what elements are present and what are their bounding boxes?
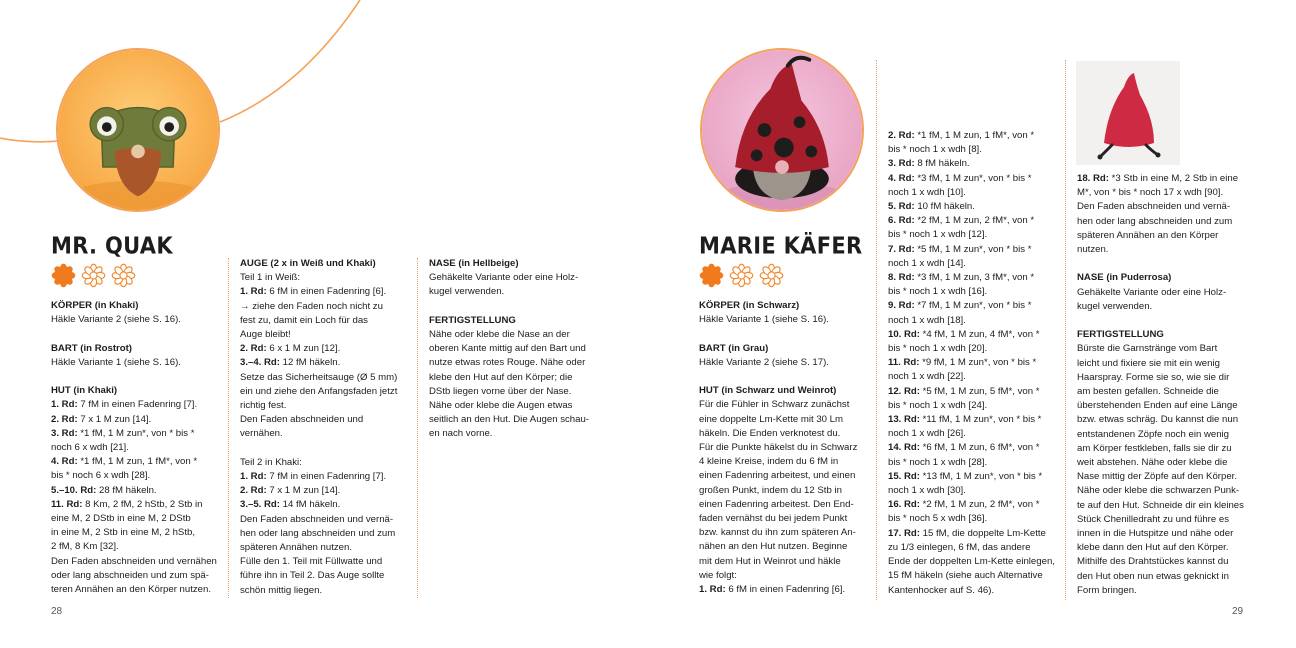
instruction-line: Haarspray. Forme sie so, wie sie dir bbox=[1077, 371, 1230, 383]
round-text: *3 fM, 1 M zun*, von * bis * bbox=[914, 172, 1032, 184]
instruction-line: späteren Annähen an den Körper bbox=[1077, 229, 1219, 241]
instruction-line: späteren Annähen nutzen. bbox=[240, 542, 353, 554]
round-text: *3 Stb in eine M, 2 Stb in eine bbox=[1109, 173, 1239, 184]
instruction-line: Kantenhocker auf S. 46). bbox=[888, 584, 995, 596]
instruction-line: Stück Chenilledraht zu und führe es bbox=[1077, 513, 1229, 525]
round-text: 8 Km, 2 fM, 2 hStb, 2 Stb in bbox=[82, 498, 203, 510]
round-instruction bbox=[888, 129, 1060, 143]
instruction-line: Form bringen. bbox=[1077, 584, 1137, 596]
round-text: *4 fM, 1 M zun, 4 fM*, von * bbox=[920, 328, 1040, 340]
round-instruction bbox=[51, 398, 223, 412]
round-text: *7 fM, 1 M zun*, von * bis * bbox=[914, 300, 1032, 312]
section-heading: BART (in Rostrot) bbox=[51, 342, 132, 354]
instruction-line: bis * noch 6 x wdh [28]. bbox=[51, 470, 151, 482]
difficulty-rating bbox=[699, 263, 784, 288]
instruction-line: 15 fM häkeln (siehe auch Alternative bbox=[888, 570, 1043, 582]
instruction-line: 2 fM, 8 Km [32]. bbox=[51, 541, 119, 553]
round-text: *3 fM, 1 M zun, 3 fM*, von * bbox=[914, 272, 1035, 284]
round-text: 7 fM in einen Fadenring [7]. bbox=[77, 399, 198, 411]
page-number: 29 bbox=[1232, 606, 1244, 617]
round-instruction bbox=[888, 243, 1060, 257]
instruction-line: bis * noch 1 x wdh [24]. bbox=[888, 399, 988, 411]
instruction-line: einen Fadenring arbeitest, und einen bbox=[699, 470, 856, 482]
instruction-line: schön mittig liegen. bbox=[240, 584, 323, 596]
instruction-line: zu 1/3 einlegen, 6 fM, das andere bbox=[888, 541, 1031, 553]
round-instruction bbox=[888, 328, 1060, 342]
round-label: 17. Rd: bbox=[888, 527, 920, 539]
round-instruction bbox=[240, 342, 412, 356]
instruction-line: fest zu, damit ein Loch für das bbox=[240, 314, 368, 326]
line-gap bbox=[429, 300, 601, 314]
round-text: 28 fM häkeln. bbox=[96, 484, 157, 496]
instruction-line: Fülle den 1. Teil mit Füllwatte und bbox=[240, 556, 383, 568]
instruction-line: am Körper festkleben, falls sie dir zu bbox=[1077, 442, 1232, 454]
instruction-line: richtig fest. bbox=[240, 400, 287, 412]
round-text: 6 fM in einen Fadenring [6]. bbox=[725, 584, 846, 596]
instruction-line: kugel verwenden. bbox=[1077, 300, 1153, 312]
round-text: *1 fM, 1 M zun, 1 fM*, von * bbox=[77, 456, 198, 468]
instruction-line: noch 6 x wdh [21]. bbox=[51, 442, 129, 453]
instruction-line: Den Faden abschneiden und bbox=[240, 414, 364, 426]
round-instruction bbox=[51, 455, 223, 469]
round-label: 8. Rd: bbox=[888, 272, 915, 284]
round-instruction bbox=[888, 214, 1060, 228]
flower-outline-icon bbox=[759, 263, 784, 288]
round-label: 12. Rd: bbox=[888, 385, 920, 397]
instruction-line: noch 1 x wdh [30]. bbox=[888, 485, 966, 497]
instruction-line: mit dem Hut in Weinrot und häkle bbox=[699, 555, 841, 567]
round-text: 15 fM, die doppelte Lm-Kette bbox=[920, 527, 1046, 539]
round-instruction bbox=[51, 498, 223, 512]
section-heading: FERTIGSTELLUNG bbox=[429, 314, 516, 326]
instruction-line: oberen Kante mittig auf den Bart und bbox=[429, 343, 586, 355]
instruction-line: häkeln. Die Enden verknotest du. bbox=[699, 427, 841, 439]
flower-filled-icon bbox=[51, 263, 76, 288]
round-label: 4. Rd: bbox=[51, 456, 78, 468]
round-text: 8 fM häkeln. bbox=[914, 158, 970, 170]
instruction-line: überstehenden Enden auf eine Länge bbox=[1077, 400, 1238, 412]
section-heading: NASE (in Puderrosa) bbox=[1077, 272, 1172, 284]
round-text: 6 x 1 M zun [12]. bbox=[266, 343, 341, 355]
instruction-line: hen oder lang abschneiden und zum bbox=[1077, 215, 1233, 227]
instruction-line: bis * noch 1 x wdh [28]. bbox=[888, 456, 988, 468]
round-instruction bbox=[51, 427, 223, 441]
line-gap bbox=[699, 370, 871, 384]
round-instruction bbox=[699, 583, 871, 597]
instruction-line: Auge bleibt! bbox=[240, 329, 291, 341]
instruction-line: Den Faden abschneiden und vernä- bbox=[240, 513, 394, 525]
instruction-line: vernähen. bbox=[240, 428, 283, 440]
column-divider bbox=[228, 258, 229, 598]
round-label: 11. Rd: bbox=[51, 498, 83, 510]
instruction-line: Den Faden abschneiden und vernähen bbox=[51, 555, 217, 567]
instruction-line: Den Faden abschneiden und vernä- bbox=[1077, 201, 1231, 213]
section-heading: AUGE (2 x in Weiß und Khaki) bbox=[240, 258, 376, 269]
instruction-line: am besten gefallen. Schneide die bbox=[1077, 386, 1219, 398]
round-label: 5. Rd: bbox=[888, 201, 915, 213]
round-label: 1. Rd: bbox=[240, 471, 267, 483]
frog-photo bbox=[56, 48, 220, 212]
instruction-line: eine M, 2 DStb in eine M, 2 DStb bbox=[51, 513, 191, 525]
section-heading: KÖRPER (in Schwarz) bbox=[699, 300, 800, 311]
round-label: 9. Rd: bbox=[888, 300, 915, 312]
instruction-line: faden vernähst du bei jedem Punkt bbox=[699, 513, 848, 525]
round-instruction bbox=[888, 299, 1060, 313]
round-text: *5 fM, 1 M zun, 5 fM*, von * bbox=[920, 385, 1040, 397]
instruction-line: bis * noch 1 x wdh [16]. bbox=[888, 286, 988, 298]
round-text: *6 fM, 1 M zun, 6 fM*, von * bbox=[920, 442, 1040, 454]
round-label: 14. Rd: bbox=[888, 442, 920, 454]
round-label: 2. Rd: bbox=[888, 130, 915, 141]
round-label: 2. Rd: bbox=[51, 413, 78, 425]
instruction-line: bzw. kannst du ihn zum späteren An- bbox=[699, 527, 856, 539]
instruction-line: einen Fadenring arbeitest. Den End- bbox=[699, 498, 854, 510]
round-label: 11. Rd: bbox=[888, 357, 920, 369]
round-text: *13 fM, 1 M zun*, von * bis * bbox=[920, 470, 1043, 482]
instruction-line: ein und ziehe den Anfangsfaden jetzt bbox=[240, 385, 398, 397]
instruction-line: bis * noch 1 x wdh [8]. bbox=[888, 144, 982, 156]
instruction-line: nutzen. bbox=[1077, 244, 1109, 256]
instruction-line: Mithilfe des Drahtstückes kannst du bbox=[1077, 556, 1229, 568]
instructions-column-3 bbox=[429, 257, 601, 442]
instruction-line: Bürste die Garnstränge vom Bart bbox=[1077, 343, 1218, 355]
instruction-line: innen in die Hutspitze und nähe oder bbox=[1077, 528, 1234, 540]
line-gap bbox=[51, 327, 223, 341]
round-text: *9 fM, 1 M zun*, von * bis * bbox=[919, 357, 1037, 369]
instruction-line: weit abstehen. Nähe oder klebe die bbox=[1077, 457, 1228, 469]
instruction-line: M*, von * bis * noch 17 x wdh [90]. bbox=[1077, 187, 1224, 199]
instruction-line: teren Annähen an den Körper nutzen. bbox=[51, 584, 212, 596]
round-label: 3. Rd: bbox=[888, 158, 915, 170]
instruction-line: Ende der doppelten Lm-Kette einlegen, bbox=[888, 556, 1055, 568]
round-text: 6 fM in einen Fadenring [6]. bbox=[266, 286, 387, 298]
flower-outline-icon bbox=[111, 263, 136, 288]
instructions-column-2 bbox=[240, 257, 412, 598]
instruction-line: klebe den Hut auf den Körper; die bbox=[429, 371, 573, 383]
round-instruction bbox=[888, 527, 1060, 541]
instruction-line: Häkle Variante 1 (siehe S. 16). bbox=[699, 314, 829, 326]
instruction-line: leicht und fixiere sie mit ein wenig bbox=[1077, 357, 1220, 369]
line-gap bbox=[699, 327, 871, 341]
ladybug-gnome-photo bbox=[700, 48, 864, 212]
round-text: *1 fM, 1 M zun*, von * bis * bbox=[77, 427, 195, 439]
section-heading: KÖRPER (in Khaki) bbox=[51, 300, 139, 311]
column-divider bbox=[876, 60, 877, 600]
instruction-line: oder lang abschneiden und zum spä- bbox=[51, 569, 209, 581]
instruction-line: noch 1 x wdh [14]. bbox=[888, 257, 966, 269]
round-instruction bbox=[240, 285, 412, 299]
instruction-line: Nähe oder klebe die Augen etwas bbox=[429, 400, 573, 412]
instruction-line: entstandenen Zöpfe noch ein wenig bbox=[1077, 428, 1230, 440]
round-label: 13. Rd: bbox=[888, 414, 920, 426]
round-instruction bbox=[888, 200, 1060, 214]
round-label: 2. Rd: bbox=[240, 343, 267, 355]
round-text: 7 x 1 M zun [14]. bbox=[77, 413, 152, 425]
round-label: 3.–5. Rd: bbox=[240, 499, 280, 511]
instruction-line: bis * noch 1 x wdh [20]. bbox=[888, 343, 988, 355]
instruction-line: noch 1 x wdh [26]. bbox=[888, 428, 966, 440]
instruction-line: kugel verwenden. bbox=[429, 286, 505, 298]
flower-filled-icon bbox=[699, 263, 724, 288]
round-label: 1. Rd: bbox=[240, 286, 267, 298]
instruction-line: bis * noch 1 x wdh [12]. bbox=[888, 229, 988, 241]
round-text: *2 fM, 1 M zun, 2 fM*, von * bbox=[920, 499, 1040, 511]
instructions-column-1 bbox=[699, 299, 871, 597]
round-instruction bbox=[888, 157, 1060, 171]
instruction-line: Teil 1 in Weiß: bbox=[240, 272, 301, 284]
line-gap bbox=[240, 442, 412, 456]
instruction-line: wie folgt: bbox=[699, 569, 737, 581]
round-label: 7. Rd: bbox=[888, 243, 915, 255]
instruction-line: in eine M, 2 Stb in eine M, 2 hStb, bbox=[51, 527, 195, 539]
instruction-line: den Hut oben nun etwas geknickt in bbox=[1077, 570, 1230, 582]
round-instruction bbox=[888, 356, 1060, 370]
round-label: 3.–4. Rd: bbox=[240, 357, 280, 369]
round-label: 15. Rd: bbox=[888, 470, 920, 482]
instruction-line: nutze etwas rotes Rouge. Nähe oder bbox=[429, 357, 586, 369]
round-instruction bbox=[51, 484, 223, 498]
instruction-line: Gehäkelte Variante oder eine Holz- bbox=[429, 272, 579, 284]
instruction-line: großen Punkt, indem du 12 Stb in bbox=[699, 484, 842, 496]
round-text: *5 fM, 1 M zun*, von * bis * bbox=[914, 243, 1032, 255]
line-gap bbox=[51, 370, 223, 384]
flower-outline-icon bbox=[729, 263, 754, 288]
round-label: 10. Rd: bbox=[888, 328, 920, 340]
instruction-line: Nase mittig der Zöpfe auf den Körper. bbox=[1077, 471, 1237, 483]
round-instruction bbox=[240, 356, 412, 370]
instruction-line: Gehäkelte Variante oder eine Holz- bbox=[1077, 286, 1227, 298]
round-instruction bbox=[888, 385, 1060, 399]
section-heading: NASE (in Hellbeige) bbox=[429, 258, 519, 269]
instruction-line: nähen an den Hut nutzen. Beginne bbox=[699, 541, 848, 553]
round-label: 6. Rd: bbox=[888, 215, 915, 227]
column-divider bbox=[1065, 60, 1066, 600]
instruction-line: Nähe oder klebe die Nase an der bbox=[429, 329, 570, 340]
flower-outline-icon bbox=[81, 263, 106, 288]
round-label: 16. Rd: bbox=[888, 499, 920, 511]
round-label: 3. Rd: bbox=[51, 427, 78, 439]
pattern-title: MR. QUAK bbox=[51, 232, 173, 259]
section-heading: HUT (in Khaki) bbox=[51, 385, 118, 397]
round-text: 7 fM in einen Fadenring [7]. bbox=[266, 471, 387, 483]
instruction-line: Häkle Variante 2 (siehe S. 17). bbox=[699, 356, 829, 368]
round-label: 4. Rd: bbox=[888, 172, 915, 184]
instruction-line: DStb liegen vorne über der Nase. bbox=[429, 385, 572, 397]
instruction-line: eine doppelte Lm-Kette mit 30 Lm bbox=[699, 413, 843, 425]
instruction-line: seitlich an den Hut. Die Augen schau- bbox=[429, 414, 589, 426]
line-gap bbox=[1077, 257, 1249, 271]
pattern-title: MARIE KÄFER bbox=[699, 232, 863, 259]
round-instruction bbox=[888, 441, 1060, 455]
section-heading: FERTIGSTELLUNG bbox=[1077, 329, 1164, 341]
instructions-column-3 bbox=[1077, 172, 1249, 598]
round-label: 1. Rd: bbox=[51, 399, 78, 411]
instruction-line: → ziehe den Faden noch nicht zu bbox=[240, 300, 383, 312]
instruction-line: en nach vorne. bbox=[429, 428, 493, 440]
section-heading: BART (in Grau) bbox=[699, 342, 769, 354]
round-instruction bbox=[240, 470, 412, 484]
round-label: 5.–10. Rd: bbox=[51, 484, 97, 496]
page-number: 28 bbox=[51, 606, 63, 617]
round-instruction bbox=[1077, 172, 1249, 186]
instruction-line: hen oder lang abschneiden und zum bbox=[240, 527, 396, 539]
instruction-line: führe ihn in Teil 2. Das Auge sollte bbox=[240, 570, 385, 582]
instruction-line: Teil 2 in Khaki: bbox=[240, 456, 302, 468]
round-instruction bbox=[888, 470, 1060, 484]
instructions-column-2 bbox=[888, 129, 1060, 598]
round-text: *11 fM, 1 M zun*, von * bis * bbox=[920, 414, 1042, 426]
instruction-line: Für die Fühler in Schwarz zunächst bbox=[699, 399, 850, 411]
instruction-line: noch 1 x wdh [10]. bbox=[888, 186, 966, 198]
round-label: 2. Rd: bbox=[240, 485, 267, 497]
instruction-line: noch 1 x wdh [18]. bbox=[888, 314, 966, 326]
instruction-line: Setze das Sicherheitsauge (Ø 5 mm) bbox=[240, 371, 398, 383]
difficulty-rating bbox=[51, 263, 136, 288]
round-instruction bbox=[888, 498, 1060, 512]
instructions-column-1 bbox=[51, 299, 223, 597]
section-heading: HUT (in Schwarz und Weinrot) bbox=[699, 385, 837, 397]
round-instruction bbox=[240, 498, 412, 512]
round-instruction bbox=[888, 271, 1060, 285]
right-page bbox=[648, 0, 1296, 648]
round-text: 12 fM häkeln. bbox=[280, 357, 341, 369]
instruction-line: 4 kleine Kreise, indem du 6 fM in bbox=[699, 456, 839, 468]
instruction-line: noch 1 x wdh [22]. bbox=[888, 371, 966, 383]
round-text: *2 fM, 1 M zun, 2 fM*, von * bbox=[914, 215, 1035, 227]
round-instruction bbox=[51, 413, 223, 427]
instruction-line: klebe dann den Hut auf den Körper. bbox=[1077, 542, 1229, 554]
round-label: 1. Rd: bbox=[699, 584, 726, 596]
round-text: *1 fM, 1 M zun, 1 fM*, von * bbox=[914, 130, 1035, 141]
round-text: 14 fM häkeln. bbox=[280, 499, 341, 511]
round-text: 7 x 1 M zun [14]. bbox=[266, 485, 341, 497]
column-divider bbox=[417, 258, 418, 598]
round-text: 10 fM häkeln. bbox=[914, 201, 975, 213]
instruction-line: te auf den Hut. Schneide dir ein kleines bbox=[1077, 499, 1244, 511]
instruction-line: Nähe oder klebe die schwarzen Punk- bbox=[1077, 485, 1240, 497]
hat-detail-photo bbox=[1076, 61, 1180, 165]
instruction-line: bis * noch 5 x wdh [36]. bbox=[888, 513, 988, 525]
instruction-line: bzw. etwas schräg. Du kannst die nun bbox=[1077, 414, 1239, 426]
round-instruction bbox=[240, 484, 412, 498]
instruction-line: Häkle Variante 2 (siehe S. 16). bbox=[51, 314, 181, 326]
instruction-line: Für die Punkte häkelst du in Schwarz bbox=[699, 442, 858, 453]
line-gap bbox=[1077, 314, 1249, 328]
round-label: 18. Rd: bbox=[1077, 173, 1109, 184]
round-instruction bbox=[888, 172, 1060, 186]
instruction-line: Häkle Variante 1 (siehe S. 16). bbox=[51, 356, 181, 368]
round-instruction bbox=[888, 413, 1060, 427]
